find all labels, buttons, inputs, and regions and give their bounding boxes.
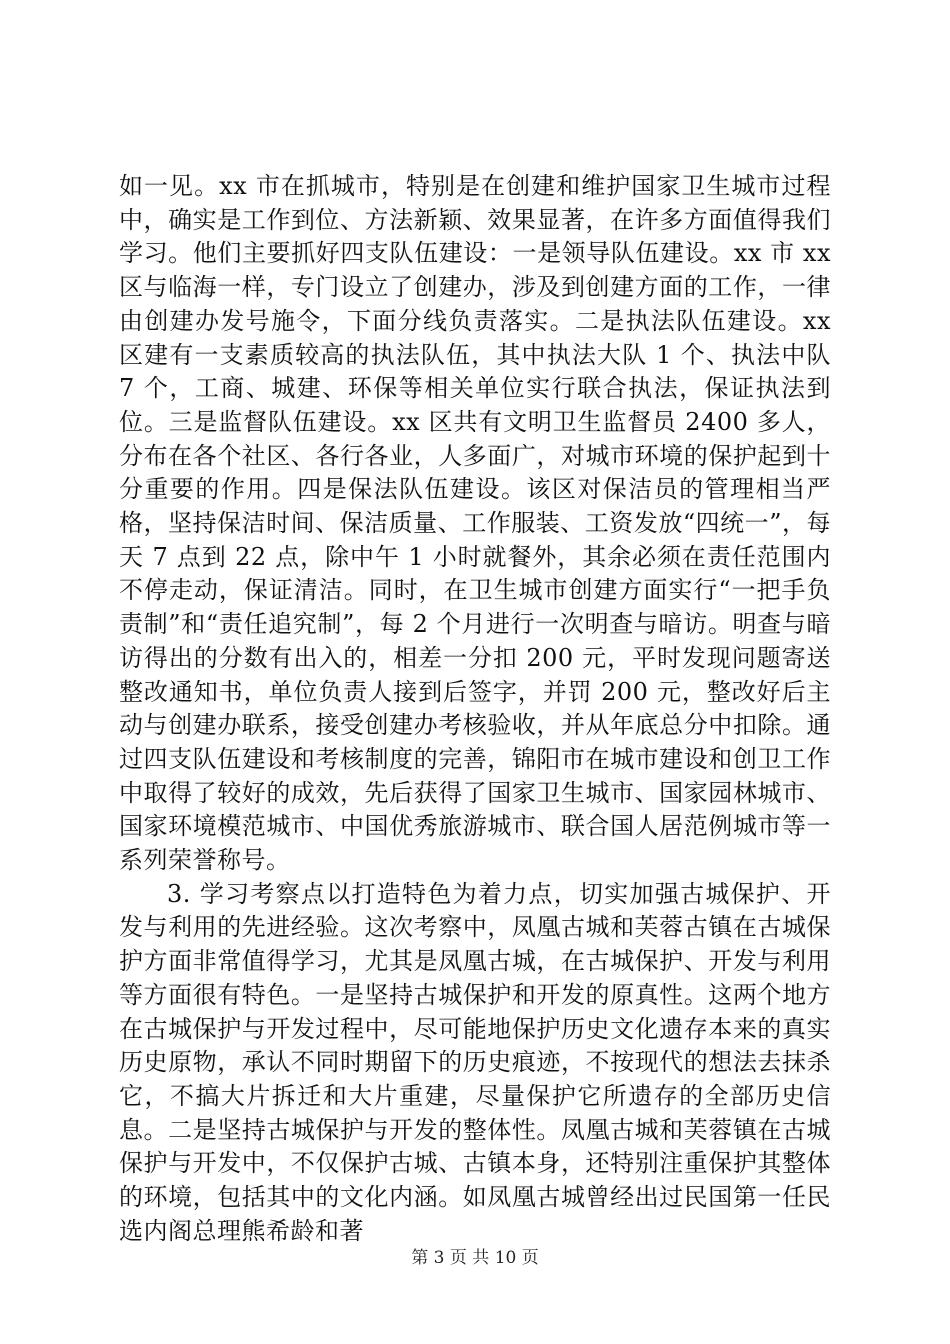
document-body — [119, 170, 831, 1249]
paragraph-1: 如一见。xx 市在抓城市，特别是在创建和维护国家卫生城市过程中，确实是工作到位、方法新颖、效果显著，在许多方面值得我们学习。他们主要抓好四支队伍建设：一是领导队伍建设。xx 市 xx 区与临海一样，专门设立了创建办，涉及到创建方面的工作，一律由创建办发号施令，下面分线负责落实。二是执法队伍建设。xx 区建有一支素质较高的执法队伍，其中执法大队 1 个、执法中队 7 个，工商、城建、环保等相关单位实行联合执法，保证执法到位。三是监督队伍建设。xx 区共有文明卫生监督员 2400 多人，分布在各个社区、各行各业，人多面广，对城市环境的保护起到十分重要的作用。四是保法队伍建设。该区对保洁员的管理相当严格，坚持保洁时间、保洁质量、工作服装、工资发放“四统一”，每天 7 点到 22 点，除中午 1 小时就餐外，其余必须在责任范围内不停走动，保证清洁。同时，在卫生城市创建方面实行“一把手负责制”和“责任追究制”，每 2 个月进行一次明查与暗访。明查与暗访得出的分数有出入的，相差一分扣 200 元，平时发现问题寄送整改通知书，单位负责人接到后签字，并罚 200 元，整改好后主动与创建办联系，接受创建办考核验收，并从年底总分中扣除。通过四支队伍建设和考核制度的完善，锦阳市在城市建设和创卫工作中取得了较好的成效，先后获得了国家卫生城市、国家园林城市、国家环境模范城市、中国优秀旅游城市、联合国人居范例城市等一系列荣誉称号。 — [119, 172, 831, 875]
paragraph-2: 3. 学习考察点以打造特色为着力点，切实加强古城保护、开发与利用的先进经验。这次考察中，凤凰古城和芙蓉古镇在古城保护方面非常值得学习，尤其是凤凰古城，在古城保护、开发与利用等方面很有特色。一是坚持古城保护和开发的原真性。这两个地方在古城保护与开发过程中，尽可能地保护历史文化遗存本来的真实历史原物，承认不同时期留下的历史痕迹，不按现代的想法去抹杀它，不搞大片拆迁和大片重建，尽量保护它所遗存的全部历史信息。二是坚持古城保护与开发的整体性。凤凰古城和芙蓉镇在古城保护与开发中，不仅保护古城、古镇本身，还特别注重保护其整体的环境，包括其中的文化内涵。如凤凰古城曾经出过民国第一任民选内阁总理熊希龄和著 — [119, 879, 831, 1245]
page-number-footer: 第 3 页 共 10 页 — [411, 1248, 539, 1268]
